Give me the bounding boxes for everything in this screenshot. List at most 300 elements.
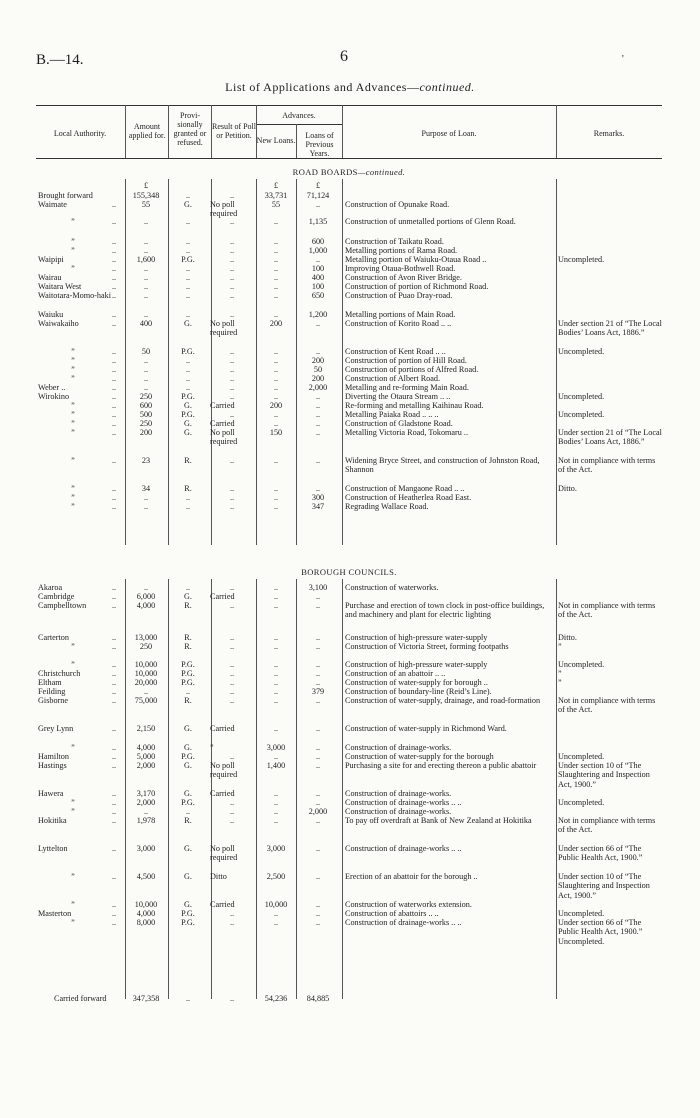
cell-new: .. — [273, 246, 279, 255]
cell-prov: .. — [185, 502, 191, 511]
cell-dots: .. — [112, 583, 117, 592]
cell-prov: P.G. — [181, 660, 195, 669]
cell-prov: G. — [184, 319, 192, 328]
cell-prov: .. — [185, 291, 191, 300]
cell-prov: .. — [185, 687, 191, 696]
col-header-provisionally: Provi-sionally granted or refused. — [173, 111, 207, 147]
cell-amount: 75,000 — [134, 696, 158, 705]
cell-la: ” — [71, 356, 75, 365]
cell-result: .. — [229, 356, 235, 365]
cell-amount: .. — [143, 356, 149, 365]
carried-label: Carried forward — [54, 994, 107, 1003]
cell-prov: P.G. — [181, 752, 195, 761]
cell-purpose: Widening Bryce Street, and construction of Johnston Road, Shannon — [345, 456, 540, 475]
cell-dots: .. — [112, 365, 117, 374]
cell-result: .. — [229, 816, 235, 825]
cell-new: .. — [273, 642, 279, 651]
cell-prev: .. — [315, 592, 321, 601]
cell-purpose: Construction of an abattoir .. .. — [345, 669, 446, 678]
cell-dots: .. — [112, 310, 117, 319]
cell-dots: .. — [112, 484, 117, 493]
cell-la: Campbelltown — [38, 601, 87, 610]
cell-amount: .. — [143, 807, 149, 816]
cell-amount: 50 — [141, 347, 151, 356]
cell-remarks: Under section 21 of “The Local Bodies’ Loans Act, 1886.” — [558, 319, 662, 338]
cell-result: .. — [229, 798, 235, 807]
cell-new: .. — [273, 282, 279, 291]
cell-purpose: Construction of water-supply in Richmond Ward. — [345, 724, 507, 733]
col-header-remarks: Remarks. — [593, 129, 625, 138]
cell-dots: .. — [112, 807, 117, 816]
cell-remarks: Uncompleted. — [558, 798, 605, 807]
cell-prev: 50 — [313, 365, 323, 374]
cell-new: .. — [273, 374, 279, 383]
cell-la: ” — [71, 264, 75, 273]
cell-dots: .. — [112, 761, 117, 770]
cell-la: Feilding — [38, 687, 66, 696]
cell-prov: .. — [185, 365, 191, 374]
cell-dots: .. — [112, 456, 117, 465]
cell-purpose: Construction of drainage-works .. .. — [345, 918, 462, 927]
cell-la: Gisborne — [38, 696, 69, 705]
cell-result: No poll required — [210, 761, 238, 780]
cell-amount: 23 — [141, 456, 151, 465]
cell-purpose: Construction of Heatherlea Road East. — [345, 493, 472, 502]
cell-purpose: Construction of drainage-works. — [345, 789, 452, 798]
section-road-italic: —continued. — [357, 167, 406, 177]
cell-result: .. — [229, 191, 235, 200]
cell-prev: .. — [315, 743, 321, 752]
cell-new: .. — [273, 493, 279, 502]
cell-purpose: Regrading Wallace Road. — [345, 502, 429, 511]
cell-result: .. — [229, 410, 235, 419]
cell-purpose: To pay off overdraft at Bank of New Zealand at Hokitika — [345, 816, 532, 825]
cell-amount: .. — [143, 374, 149, 383]
cell-new: 33,731 — [264, 191, 288, 200]
cell-result: .. — [229, 392, 235, 401]
cell-prev: .. — [315, 392, 321, 401]
cell-prev: 347 — [311, 502, 325, 511]
cell-prev: 1,135 — [308, 217, 328, 226]
cell-prov: .. — [185, 282, 191, 291]
cell-purpose: Construction of portion of Hill Road. — [345, 356, 467, 365]
cell-dots: .. — [112, 687, 117, 696]
cell-la: ” — [71, 374, 75, 383]
cell-result: Carried — [210, 592, 235, 601]
cell-purpose: Construction of unmetalled portions of Glenn Road. — [345, 217, 516, 226]
cell-prev: .. — [315, 669, 321, 678]
cell-amount: .. — [143, 502, 149, 511]
cell-new: .. — [273, 392, 279, 401]
cell-remarks: Under section 10 of “The Slaughtering and Inspection Act, 1900.” — [558, 761, 650, 789]
page-mark: ' — [622, 54, 624, 65]
cell-result: .. — [229, 310, 235, 319]
cell-prov: R. — [184, 601, 192, 610]
cell-new: .. — [273, 687, 279, 696]
cell-amount: 250 — [139, 642, 153, 651]
cell-amount: 10,000 — [134, 660, 158, 669]
cell-prev: .. — [315, 872, 321, 881]
cell-prov: G. — [184, 789, 192, 798]
cell-new: .. — [273, 383, 279, 392]
currency-prev: £ — [315, 181, 321, 190]
cell-amount: 3,170 — [136, 789, 156, 798]
cell-result: Carried — [210, 401, 235, 410]
cell-result: .. — [229, 669, 235, 678]
cell-prev: .. — [315, 255, 321, 264]
col-header-new-loans: New Loans. — [256, 136, 296, 145]
cell-prov: G. — [184, 900, 192, 909]
cell-prov: R. — [184, 816, 192, 825]
cell-result: .. — [229, 383, 235, 392]
cell-la: Weber .. — [38, 383, 66, 392]
title-main: List of Applications and Advances— — [225, 80, 420, 94]
cell-remarks: Uncompleted. — [558, 392, 605, 401]
cell-result: .. — [229, 282, 235, 291]
cell-prov: G. — [184, 401, 192, 410]
cell-result: .. — [229, 246, 235, 255]
cell-remarks: ” — [558, 642, 562, 651]
cell-prov: R. — [184, 484, 192, 493]
col-header-purpose: Purpose of Loan. — [421, 129, 477, 138]
cell-amount: 10,000 — [134, 669, 158, 678]
cell-new: 1,400 — [266, 761, 286, 770]
cell-amount: 2,000 — [136, 761, 156, 770]
cell-prev: 71,124 — [306, 191, 330, 200]
cell-remarks: Uncompleted. — [558, 347, 605, 356]
page-number: 6 — [340, 48, 348, 65]
cell-la: ” — [71, 798, 75, 807]
cell-purpose: Construction of waterworks. — [345, 583, 439, 592]
cell-amount: 4,000 — [136, 601, 156, 610]
cell-prev: .. — [315, 752, 321, 761]
cell-amount: 4,000 — [136, 743, 156, 752]
cell-new: 3,000 — [266, 743, 286, 752]
cell-la: ” — [71, 246, 75, 255]
cell-purpose: Metalling portions of Main Road. — [345, 310, 456, 319]
cell-dots: .. — [112, 601, 117, 610]
cell-purpose: Construction of drainage-works. — [345, 807, 452, 816]
cell-purpose: Metalling portion of Waiuku-Otaua Road .. — [345, 255, 487, 264]
cell-purpose: Construction of Mangaone Road .. .. — [345, 484, 465, 493]
cell-la: Christchurch — [38, 669, 81, 678]
cell-prov: P.G. — [181, 918, 195, 927]
applications-table — [36, 105, 662, 1005]
cell-la: ” — [71, 217, 75, 226]
cell-amount: 400 — [139, 319, 153, 328]
cell-amount: .. — [143, 273, 149, 282]
cell-la: ” — [71, 807, 75, 816]
cell-dots: .. — [112, 642, 117, 651]
cell-result: .. — [229, 374, 235, 383]
cell-la: ” — [71, 918, 75, 927]
cell-amount: 20,000 — [134, 678, 158, 687]
cell-prev: 2,000 — [308, 807, 328, 816]
cell-dots: .. — [112, 669, 117, 678]
cell-prev: .. — [315, 484, 321, 493]
cell-prev: .. — [315, 633, 321, 642]
cell-purpose: Improving Otaua-Bothwell Road. — [345, 264, 456, 273]
cell-result: Carried — [210, 724, 235, 733]
cell-prov: R. — [184, 456, 192, 465]
cell-result: .. — [229, 493, 235, 502]
cell-result: .. — [229, 807, 235, 816]
cell-result: No poll required — [210, 319, 238, 338]
cell-la: ” — [71, 347, 75, 356]
cell-dots: .. — [112, 401, 117, 410]
cell-prov: P.G. — [181, 798, 195, 807]
cell-dots: .. — [112, 816, 117, 825]
cell-dots: .. — [112, 347, 117, 356]
cell-prov: .. — [185, 493, 191, 502]
cell-prov: .. — [185, 583, 191, 592]
cell-la: Waiuku — [38, 310, 64, 319]
cell-new: .. — [273, 583, 279, 592]
cell-prev: 2,000 — [308, 383, 328, 392]
cell-amount: .. — [143, 583, 149, 592]
title-italic: continued. — [419, 80, 475, 94]
cell-dots: .. — [112, 374, 117, 383]
cell-result: Carried — [210, 789, 235, 798]
currency-amount: £ — [143, 181, 149, 190]
cell-la: ” — [71, 484, 75, 493]
cell-prev: .. — [315, 724, 321, 733]
cell-la: ” — [71, 419, 75, 428]
cell-la: ” — [71, 456, 75, 465]
cell-remarks: Under section 21 of “The Local Bodies’ Loans Act, 1886.” — [558, 428, 662, 447]
carried-amount: 347,358 — [132, 994, 160, 1003]
cell-amount: .. — [143, 687, 149, 696]
cell-prov: P.G. — [181, 909, 195, 918]
cell-remarks: Under section 66 of “The Public Health Act, 1900.” Uncompleted. — [558, 918, 643, 946]
cell-la: Hastings — [38, 761, 67, 770]
cell-purpose: Construction of Taikatu Road. — [345, 237, 444, 246]
cell-purpose: Construction of Korito Road .. .. — [345, 319, 452, 328]
cell-amount: 1,600 — [136, 255, 156, 264]
cell-la: ” — [71, 428, 75, 437]
cell-new: .. — [273, 456, 279, 465]
cell-amount: 3,000 — [136, 844, 156, 853]
cell-purpose: Construction of waterworks extension. — [345, 900, 472, 909]
cell-amount: .. — [143, 246, 149, 255]
cell-amount: 250 — [139, 392, 153, 401]
cell-amount: 34 — [141, 484, 151, 493]
cell-new: .. — [273, 816, 279, 825]
carried-new: 54,236 — [264, 994, 288, 1003]
cell-new: .. — [273, 502, 279, 511]
cell-la: Carterton — [38, 633, 69, 642]
cell-dots: .. — [112, 419, 117, 428]
cell-purpose: Construction of boundary-line (Reid’s Line). — [345, 687, 492, 696]
cell-dots: .. — [112, 900, 117, 909]
cell-new: .. — [273, 356, 279, 365]
cell-purpose: Metalling Victoria Road, Tokomaru .. — [345, 428, 469, 437]
cell-new: .. — [273, 255, 279, 264]
cell-new: .. — [273, 264, 279, 273]
cell-result: .. — [229, 642, 235, 651]
cell-la: Lyttelton — [38, 844, 68, 853]
cell-remarks: Ditto. — [558, 633, 577, 642]
cell-dots: .. — [112, 798, 117, 807]
cell-purpose: Re-forming and metalling Kaihinau Road. — [345, 401, 484, 410]
cell-prev: 650 — [311, 291, 325, 300]
cell-prev: 379 — [311, 687, 325, 696]
cell-dots: .. — [112, 282, 117, 291]
cell-la: Masterton — [38, 909, 72, 918]
cell-amount: 6,000 — [136, 592, 156, 601]
cell-result: ” — [210, 743, 214, 752]
cell-purpose: Purchase and erection of town clock in post-office buildings, and machinery and plant for electric lighting — [345, 601, 545, 620]
cell-dots: .. — [112, 428, 117, 437]
cell-prev: .. — [315, 456, 321, 465]
cell-la: Hawera — [38, 789, 64, 798]
cell-prev: .. — [315, 909, 321, 918]
cell-la: Waitara West — [38, 282, 82, 291]
cell-new: .. — [273, 807, 279, 816]
cell-prov: G. — [184, 761, 192, 770]
cell-prev: 1,200 — [308, 310, 328, 319]
cell-prev: .. — [315, 900, 321, 909]
cell-new: .. — [273, 410, 279, 419]
cell-result: No poll required — [210, 844, 238, 863]
cell-result: .. — [229, 696, 235, 705]
cell-la: Waimate — [38, 200, 67, 209]
cell-dots: .. — [112, 660, 117, 669]
cell-result: .. — [229, 909, 235, 918]
cell-remarks: ” — [558, 678, 562, 687]
cell-la: ” — [71, 743, 75, 752]
cell-la: Cambridge — [38, 592, 75, 601]
cell-purpose: Metalling portions of Rama Road. — [345, 246, 458, 255]
cell-new: .. — [273, 484, 279, 493]
cell-dots: .. — [112, 291, 117, 300]
cell-new: .. — [273, 310, 279, 319]
cell-result: .. — [229, 502, 235, 511]
cell-amount: 55 — [141, 200, 151, 209]
cell-prov: .. — [185, 191, 191, 200]
cell-purpose: Construction of water-supply, drainage, and road-formation — [345, 696, 541, 705]
cell-prev: 300 — [311, 493, 325, 502]
cell-prov: G. — [184, 844, 192, 853]
cell-result: .. — [229, 918, 235, 927]
cell-prev: .. — [315, 428, 321, 437]
cell-remarks: ” — [558, 669, 562, 678]
page-title — [0, 80, 700, 95]
cell-prev: .. — [315, 347, 321, 356]
cell-la: Wirokino — [38, 392, 70, 401]
cell-amount: .. — [143, 217, 149, 226]
cell-prov: .. — [185, 356, 191, 365]
cell-new: 55 — [271, 200, 281, 209]
cell-prev: 100 — [311, 264, 325, 273]
cell-remarks: Not in compliance with terms of the Act. — [558, 456, 656, 475]
cell-dots: .. — [112, 724, 117, 733]
cell-dots: .. — [112, 844, 117, 853]
cell-prev: .. — [315, 401, 321, 410]
cell-prov: P.G. — [181, 678, 195, 687]
cell-purpose: Construction of drainage-works .. .. — [345, 844, 462, 853]
cell-amount: 1,978 — [136, 816, 156, 825]
cell-dots: .. — [112, 217, 117, 226]
currency-new: £ — [273, 181, 279, 190]
cell-dots: .. — [112, 789, 117, 798]
cell-prev: 3,100 — [308, 583, 328, 592]
cell-prev: .. — [315, 918, 321, 927]
cell-purpose: Construction of portion of Richmond Road. — [345, 282, 489, 291]
cell-new: .. — [273, 752, 279, 761]
cell-purpose: Metalling and re-forming Main Road. — [345, 383, 469, 392]
cell-amount: 4,000 — [136, 909, 156, 918]
cell-result: .. — [229, 347, 235, 356]
cell-prov: .. — [185, 264, 191, 273]
cell-la: ” — [71, 660, 75, 669]
cell-prov: .. — [185, 807, 191, 816]
cell-dots: .. — [112, 255, 117, 264]
cell-dots: .. — [112, 918, 117, 927]
cell-dots: .. — [112, 246, 117, 255]
cell-purpose: Construction of Kent Road .. .. — [345, 347, 446, 356]
cell-new: .. — [273, 365, 279, 374]
cell-dots: .. — [112, 633, 117, 642]
cell-remarks: Uncompleted. — [558, 410, 605, 419]
cell-prov: G. — [184, 592, 192, 601]
cell-purpose: Construction of Avon River Bridge. — [345, 273, 462, 282]
cell-result: .. — [229, 633, 235, 642]
cell-result: .. — [229, 456, 235, 465]
cell-prev: .. — [315, 678, 321, 687]
cell-amount: 10,000 — [134, 900, 158, 909]
page-ref: B.—14. — [36, 52, 84, 68]
cell-result: .. — [229, 217, 235, 226]
cell-la: ” — [71, 493, 75, 502]
cell-la: Eltham — [38, 678, 62, 687]
cell-amount: 4,500 — [136, 872, 156, 881]
cell-purpose: Construction of Opunake Road. — [345, 200, 450, 209]
cell-result: .. — [229, 583, 235, 592]
cell-amount: .. — [143, 383, 149, 392]
cell-dots: .. — [112, 392, 117, 401]
cell-prev: .. — [315, 798, 321, 807]
cell-remarks: Uncompleted. — [558, 909, 605, 918]
cell-dots: .. — [112, 502, 117, 511]
cell-purpose: Construction of high-pressure water-supply — [345, 633, 488, 642]
cell-la: Grey Lynn — [38, 724, 74, 733]
cell-prov: .. — [185, 383, 191, 392]
cell-dots: .. — [112, 200, 117, 209]
cell-amount: 600 — [139, 401, 153, 410]
cell-prev: 100 — [311, 282, 325, 291]
cell-prev: .. — [315, 642, 321, 651]
cell-dots: .. — [112, 696, 117, 705]
section-road-title: ROAD BOARDS — [292, 167, 358, 177]
cell-amount: 8,000 — [136, 918, 156, 927]
cell-new: 200 — [269, 401, 283, 410]
cell-prev: .. — [315, 419, 321, 428]
cell-prov: .. — [185, 310, 191, 319]
cell-result: .. — [229, 255, 235, 264]
cell-dots: .. — [112, 909, 117, 918]
cell-amount: .. — [143, 237, 149, 246]
cell-remarks: Not in compliance with terms of the Act. — [558, 816, 656, 835]
cell-result: .. — [229, 601, 235, 610]
cell-new: .. — [273, 724, 279, 733]
cell-purpose: Construction of portions of Alfred Road. — [345, 365, 479, 374]
cell-prov: .. — [185, 273, 191, 282]
cell-purpose: Construction of water-supply for the borough — [345, 752, 494, 761]
cell-purpose: Construction of Albert Road. — [345, 374, 441, 383]
cell-dots: .. — [112, 592, 117, 601]
cell-prev: .. — [315, 816, 321, 825]
